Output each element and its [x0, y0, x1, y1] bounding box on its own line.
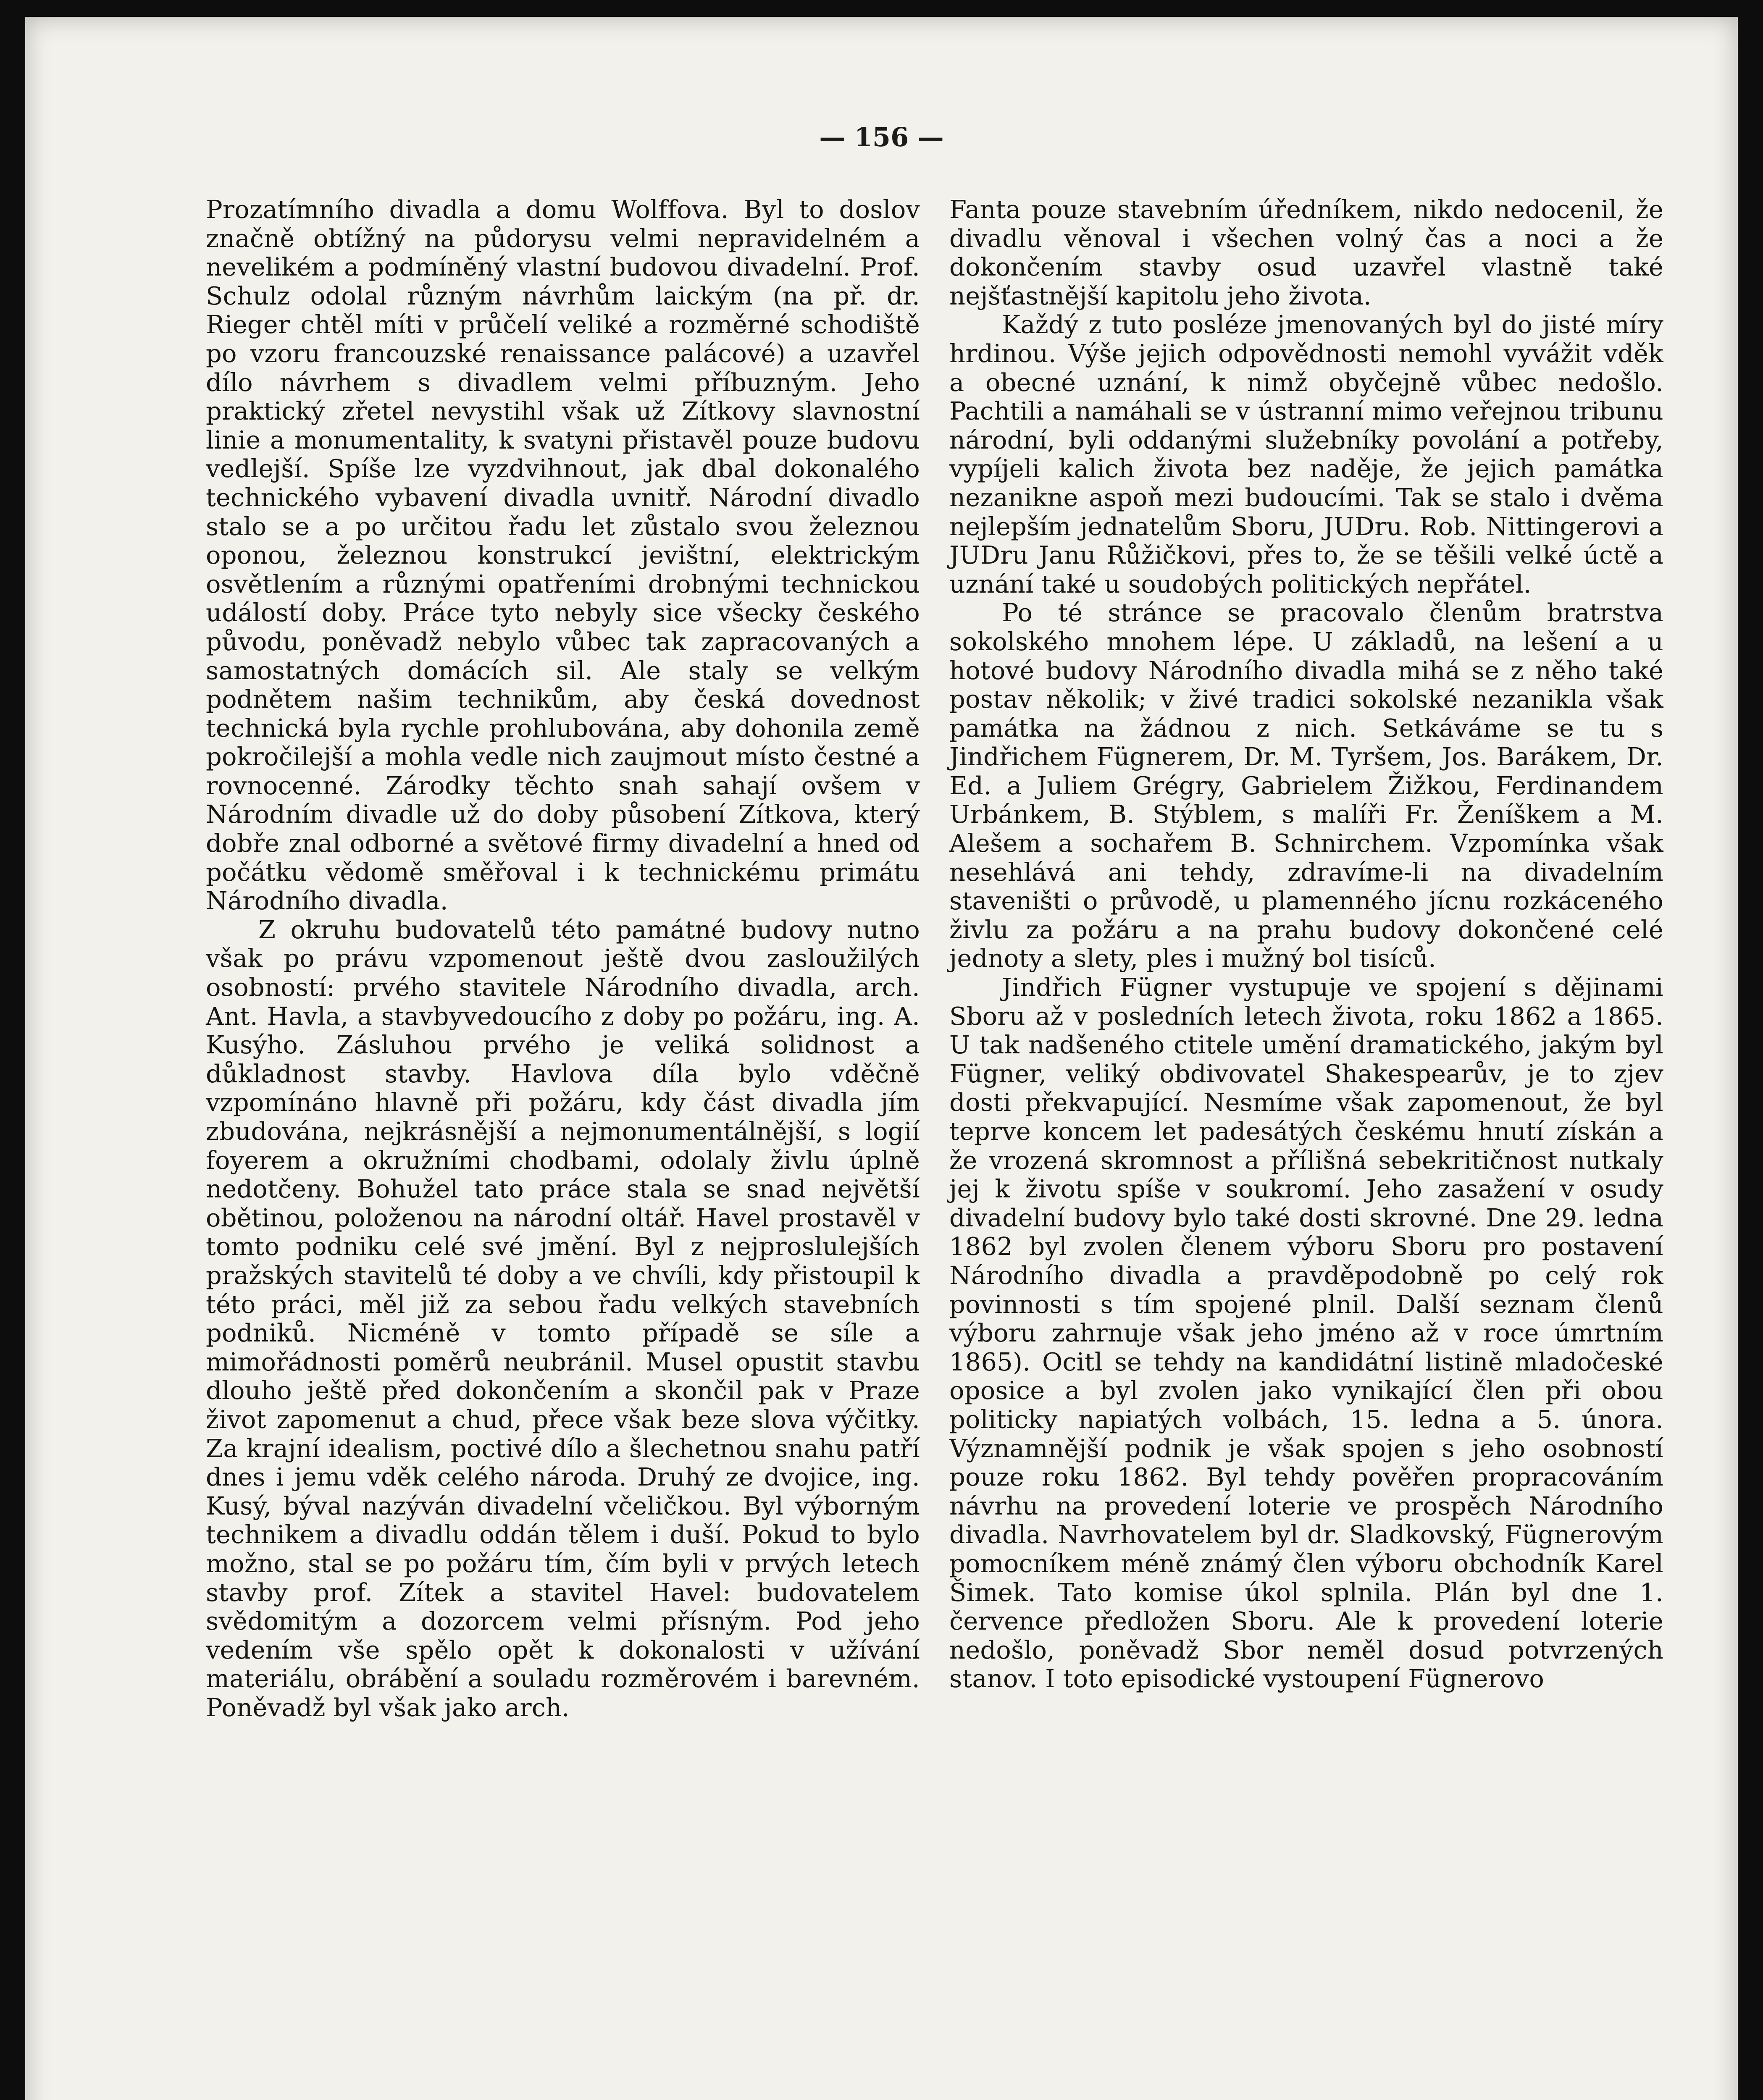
left-column [206, 195, 920, 1722]
paragraph: Po té stránce se pracovalo členům bratrstva sokolského mnohem lépe. U základů, na lešení a u hotové budovy Národního divadla mihá se z něho také postav několik; v živé tradici sokolské nezanikla však památka na žádnou z nich. Setkáváme se tu s Jindřichem Fügnerem, Dr. M. Tyršem, Jos. Barákem, Dr. Ed. a Juliem Grégry, Gabrielem Žižkou, Ferdinandem Urbánkem, B. Stýblem, s malíři Fr. Ženíškem a M. Alešem a sochařem B. Schnirchem. Vzpomínka však nesehlává ani tehdy, zdravíme-li na divadelním staveništi o průvodě, u plamenného jícnu rozkáceného živlu za požáru a na prahu budovy dokončené celé jednoty a slety, ples i mužný bol tisíců. [949, 598, 1663, 973]
paragraph: Jindřich Fügner vystupuje ve spojení s dějinami Sboru až v posledních letech života, roku 1862 a 1865. U tak nadšeného ctitele umění dramatického, jakým byl Fügner, veliký obdivovatel Shakespearův, je to zjev dosti překvapující. Nesmíme však zapomenout, že byl teprve koncem let padesátých českému hnutí získán a že vrozená skromnost a přílišná sebekritičnost nutkaly jej k životu spíše v soukromí. Jeho zasažení v osudy divadelní budovy bylo také dosti skrovné. Dne 29. ledna 1862 byl zvolen členem výboru Sboru pro postavení Národního divadla a pravděpodobně po celý rok povinnosti s tím spojené plnil. Další seznam členů výboru zahrnuje však jeho jméno až v roce úmrtním 1865). Ocitl se tehdy na kandidátní listině mladočeské oposice a byl zvolen jako vynikající člen při obou politicky napiatých volbách, 15. ledna a 5. února. Významnější podnik je však spojen s jeho osobností pouze roku 1862. Byl tehdy pověřen propracováním návrhu na provedení loterie ve prospěch Národního divadla. Navrhovatelem byl dr. Sladkovský, Fügnerovým pomocníkem méně známý člen výboru obchodník Karel Šimek. Tato komise úkol splnila. Plán byl dne 1. července předložen Sboru. Ale k provedení loterie nedošlo, poněvadž Sbor neměl dosud potvrzených stanov. I toto episodické vystoupení Fügnerovo [949, 973, 1663, 1693]
book-page [25, 17, 1738, 2100]
page-number: — 156 — [819, 122, 944, 152]
paragraph: Z okruhu budovatelů této památné budovy nutno však po právu vzpomenout ještě dvou zasloužilých osobností: prvého stavitele Národního divadla, arch. Ant. Havla, a stavbyvedoucího z doby po požáru, ing. A. Kusýho. Zásluhou prvého je veliká solidnost a důkladnost stavby. Havlova díla bylo vděčně vzpomínáno hlavně při požáru, kdy část divadla jím zbudována, nejkrásnější a nejmonumentálnější, s logií foyerem a okružními chodbami, odolaly živlu úplně nedotčeny. Bohužel tato práce stala se snad největší obětinou, položenou na národní oltář. Havel prostavěl v tomto podniku celé své jmění. Byl z nejproslulejších pražských stavitelů té doby a ve chvíli, kdy přistoupil k této práci, měl již za sebou řadu velkých stavebních podniků. Nicméně v tomto případě se síle a mimořádnosti poměrů neubránil. Musel opustit stavbu dlouho ještě před dokončením a skončil pak v Praze život zapomenut a chud, přece však beze slova výčitky. Za krajní idealism, poctivé dílo a šlechetnou snahu patří dnes i jemu vděk celého národa. Druhý ze dvojice, ing. Kusý, býval nazýván divadelní včeličkou. Byl výborným technikem a divadlu oddán tělem i duší. Pokud to bylo možno, stal se po požáru tím, čím byli v prvých letech stavby prof. Zítek a stavitel Havel: budovatelem svědomitým a dozorcem velmi přísným. Pod jeho vedením vše spělo opět k dokonalosti v užívání materiálu, obrábění a souladu rozměrovém i barevném. Poněvadž byl však jako arch. [206, 915, 920, 1722]
paragraph: Každý z tuto posléze jmenovaných byl do jisté míry hrdinou. Výše jejich odpovědnosti nemohl vyvážit vděk a obecné uznání, k nimž obyčejně vůbec nedošlo. Pachtili a namáhali se v ústranní mimo veřejnou tribunu národní, byli oddanými služebníky povolání a potřeby, vypíjeli kalich života bez naděje, že jejich památka nezanikne aspoň mezi budoucími. Tak se stalo i dvěma nejlepším jednatelům Sboru, JUDru. Rob. Nittingerovi a JUDru Janu Růžičkovi, přes to, že se těšili velké úctě a uznání také u soudobých politických nepřátel. [949, 310, 1663, 598]
right-column [949, 195, 1663, 1693]
paragraph: Prozatímního divadla a domu Wolffova. Byl to doslov značně obtížný na půdorysu velmi nepravidelném a nevelikém a podmíněný vlastní budovou divadelní. Prof. Schulz odolal různým návrhům laickým (na př. dr. Rieger chtěl míti v průčelí veliké a rozměrné schodiště po vzoru francouzské renaissance palácové) a uzavřel dílo návrhem s divadlem velmi příbuzným. Jeho praktický zřetel nevystihl však už Zítkovy slavnostní linie a monumentality, k svatyni přistavěl pouze budovu vedlejší. Spíše lze vyzdvihnout, jak dbal dokonalého technického vybavení divadla uvnitř. Národní divadlo stalo se a po určitou řadu let zůstalo svou železnou oponou, železnou konstrukcí jevištní, elektrickým osvětlením a různými opatřeními drobnými technickou událostí doby. Práce tyto nebyly sice všecky českého původu, poněvadž nebylo vůbec tak zapracovaných a samostatných domácích sil. Ale staly se velkým podnětem našim technikům, aby česká dovednost technická byla rychle prohlubována, aby dohonila země pokročilejší a mohla vedle nich zaujmout místo čestné a rovnocenné. Zárodky těchto snah sahají ovšem v Národním divadle už do doby působení Zítkova, který dobře znal odborné a světové firmy divadelní a hned od počátku vědomě směřoval i k technickému primátu Národního divadla. [206, 195, 920, 916]
paragraph: Fanta pouze stavebním úředníkem, nikdo nedocenil, že divadlu věnoval i všechen volný čas a noci a že dokončením stavby osud uzavřel vlastně také nejšťastnější kapitolu jeho života. [949, 195, 1663, 310]
